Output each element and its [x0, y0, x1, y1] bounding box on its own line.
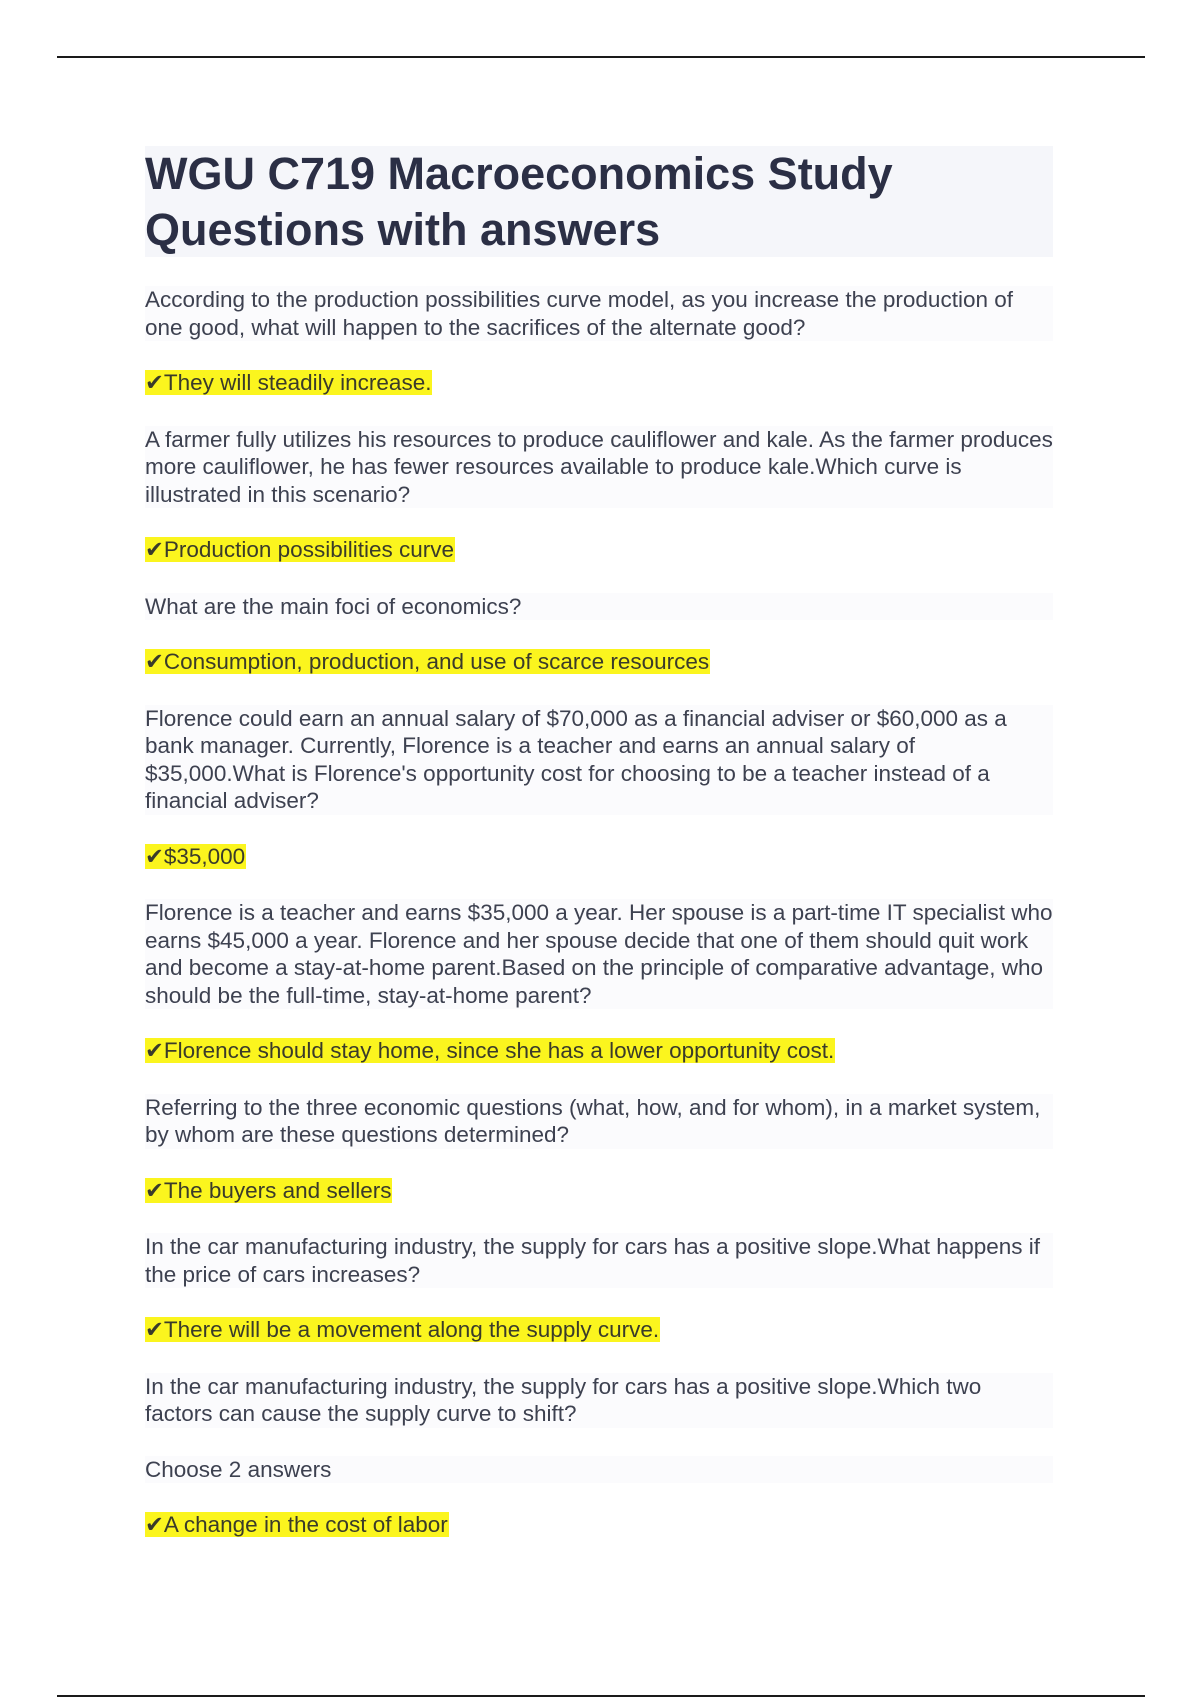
- question-3: What are the main foci of economics?: [145, 593, 1053, 621]
- document-body: [145, 146, 1053, 1539]
- question-1: According to the production possibilities curve model, as you increase the production of one good, what will happen to the sacrifices of the alternate good?: [145, 286, 1053, 341]
- document-title: WGU C719 Macroeconomics Study Questions with answers: [145, 148, 893, 255]
- top-page-rule: [57, 56, 1145, 58]
- answer-5: [145, 1037, 1053, 1065]
- answer-8-highlight: ✔A change in the cost of labor: [145, 1512, 448, 1537]
- answer-2-highlight: ✔Production possibilities curve: [145, 537, 454, 562]
- answer-3-highlight: ✔Consumption, production, and use of scarce resources: [145, 649, 710, 674]
- question-6: Referring to the three economic questions (what, how, and for whom), in a market system, by whom are these questions determined?: [145, 1094, 1053, 1149]
- question-4: Florence could earn an annual salary of $70,000 as a financial adviser or $60,000 as a bank manager. Currently, Florence is a teacher and earns an annual salary of $35,000.What is Florence's opportunity cost for choosing to be a teacher instead of a financial adviser?: [145, 705, 1053, 815]
- answer-7: [145, 1316, 1053, 1344]
- question-2: A farmer fully utilizes his resources to produce cauliflower and kale. As the farmer produces more cauliflower, he has fewer resources available to produce kale.Which curve is illustrated in this scenario?: [145, 426, 1053, 507]
- bottom-page-rule: [57, 1695, 1145, 1697]
- answer-4-highlight: ✔$35,000: [145, 843, 246, 869]
- answer-3: [145, 648, 1053, 676]
- answer-4: [145, 843, 1053, 871]
- answer-2: [145, 536, 1053, 564]
- answer-7-highlight: ✔There will be a movement along the supply curve.: [145, 1317, 660, 1342]
- answer-6: [145, 1177, 1053, 1205]
- answer-8: [145, 1511, 1053, 1539]
- answer-6-highlight: ✔The buyers and sellers: [145, 1177, 392, 1203]
- answer-5-highlight: ✔Florence should stay home, since she has a lower opportunity cost.: [145, 1038, 835, 1063]
- question-8-instruction: Choose 2 answers: [145, 1456, 1053, 1484]
- question-7: In the car manufacturing industry, the supply for cars has a positive slope.What happens if the price of cars increases?: [145, 1233, 1053, 1288]
- answer-1-highlight: ✔They will steadily increase.: [145, 370, 432, 395]
- answer-1: [145, 369, 1053, 397]
- title-block: [145, 146, 1053, 257]
- question-5: Florence is a teacher and earns $35,000 a year. Her spouse is a part-time IT specialist who earns $45,000 a year. Florence and her spouse decide that one of them should quit work and become a stay-at-home parent.Based on the principle of comparative advantage, who should be the full-time, stay-at-home parent?: [145, 900, 1053, 1008]
- question-8: In the car manufacturing industry, the supply for cars has a positive slope.Which two factors can cause the supply curve to shift?: [145, 1373, 1053, 1428]
